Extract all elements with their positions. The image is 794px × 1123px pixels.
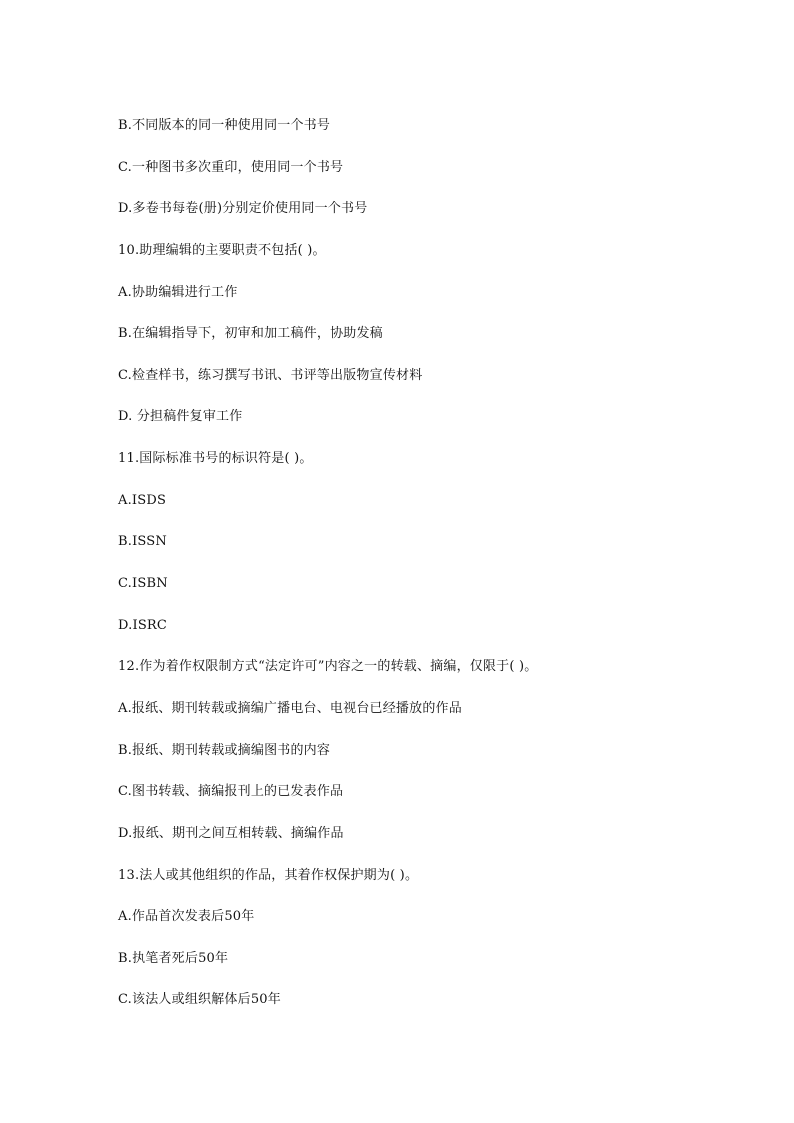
option-line: A.ISDS: [118, 492, 167, 508]
option-line: D. 分担稿件复审工作: [118, 409, 243, 425]
option-line: A.协助编辑进行工作: [118, 284, 238, 300]
option-line: B.ISSN: [118, 534, 167, 550]
option-line: B.报纸、期刊转载或摘编图书的内容: [118, 742, 331, 758]
option-line: C.图书转载、摘编报刊上的已发表作品: [118, 784, 344, 800]
question-line: 10.助理编辑的主要职责不包括( )。: [118, 242, 326, 258]
option-line: C.该法人或组织解体后50年: [118, 992, 281, 1008]
question-line: 12.作为着作权限制方式“法定许可”内容之一的转载、摘编，仅限于( )。: [118, 659, 538, 675]
option-line: C.一种图书多次重印，使用同一个书号: [118, 159, 344, 175]
option-line: D.ISRC: [118, 617, 168, 633]
option-line: B.在编辑指导下，初审和加工稿件，协助发稿: [118, 326, 383, 342]
question-line: 11.国际标准书号的标识符是( )。: [118, 451, 313, 467]
option-line: D.多卷书每卷(册)分别定价使用同一个书号: [118, 201, 368, 217]
option-line: B.不同版本的同一种使用同一个书号: [118, 118, 331, 133]
option-line: A.报纸、期刊转载或摘编广播电台、电视台已经播放的作品: [118, 700, 462, 716]
option-line: C.检查样书，练习撰写书讯、书评等出版物宣传材料: [118, 367, 423, 383]
option-line: A.作品首次发表后50年: [118, 909, 255, 925]
option-line: D.报纸、期刊之间互相转载、摘编作品: [118, 825, 344, 841]
question-list: [118, 117, 718, 1033]
option-line: B.执笔者死后50年: [118, 950, 229, 966]
option-line: C.ISBN: [118, 576, 168, 592]
question-line: 13.法人或其他组织的作品，其着作权保护期为( )。: [118, 867, 419, 883]
